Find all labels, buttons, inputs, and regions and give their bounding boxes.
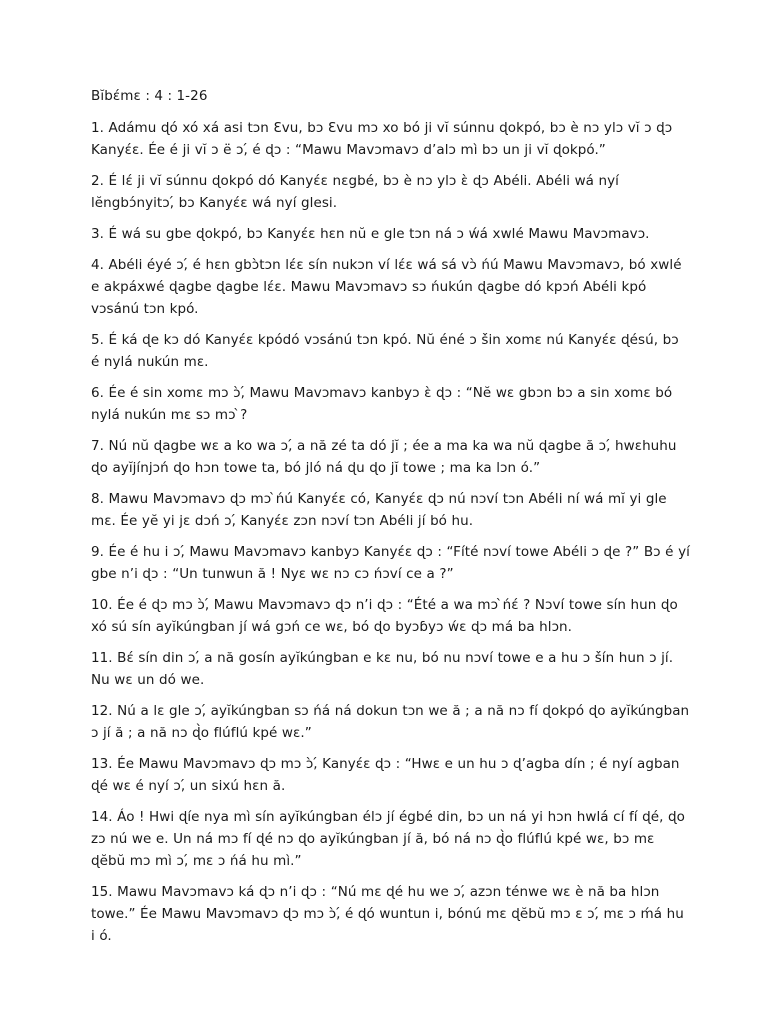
verse-14: 14. Áo ! Hwi ɖíe nya mì sín ayĭkúngban élɔ jí égbé din, bɔ un ná yi hɔn hwlá cí fí ɖé, ɖo zɔ nú we e. Un ná mɔ fí ɖé nɔ ɖo ayĭkúngban jí ă, bó ná nɔ ɖ̀o flúflú kpé wɛ, bɔ mɛ ɖĕbŭ mɔ mì ɔ,́ mɛ ɔ ńá hu mì.” [91,809,685,869]
verse-12: 12. Nú a lɛ gle ɔ,́ ayĭkúngban sɔ ńá ná dokun tɔn we ă ; a nă nɔ fí ɖokpó ɖo ayĭkúngban ɔ jí ă ; a nă nɔ ɖ̀o flúflú kpé wɛ.” [91,703,690,741]
verse-5: 5. É ká ɖe kɔ dó Kanyɛ́ɛ kpódó vɔsánú tɔn kpó. Nŭ éné ɔ ś̀in xomɛ nú Kanyɛ́ɛ ɖésú, bɔ é nylá nukún mɛ. [91,332,679,370]
verse-2: 2. É lɛ́ ji vĭ súnnu ɖokpó dó Kanyɛ́ɛ nɛgbé, bɔ è nɔ ylɔ ɛ̀ ɖɔ Abéli. Abéli wá nyí lĕngbɔ́nyitɔ,́ bɔ Kanyɛ́ɛ wá nyí glesi. [91,173,619,211]
verse-10: 10. Ée é ɖɔ mɔ ɔ̀,́ Mawu Mavɔmavɔ ɖɔ n’i ɖɔ : “Été a wa mɔ ̀ńɛ́ ? Nɔví towe sín hun ɖo xó sú sín ayĭkúngban jí wá gɔń ce wɛ, bó ɖo byɔɓyɔ ẃɛ ɖɔ má ba hlɔn. [91,597,678,635]
verse-7: 7. Nú nŭ ɖagbe wɛ a ko wa ɔ,́ a nă zé ta dó jĭ ; ée a ma ka wa nŭ ɖagbe ă ɔ,́ hwɛhuhu ɖo ayĭjínjɔń ɖo hɔn towe ta, bó jló ná ɖu ɖo jĭ towe ; ma ka lɔn ó.” [91,438,677,476]
verse-15: 15. Mawu Mavɔmavɔ ká ɖɔ n’i ɖɔ : “Nú mɛ ɖé hu we ɔ,́ azɔn ténwe wɛ è nă ba hlɔn towe.” Ée Mawu Mavɔmavɔ ɖɔ mɔ ɔ̀,́ é ɖó wuntun i, bónú mɛ ɖĕbŭ mɔ ɛ ɔ,́ mɛ ɔ ḿá hu i ó. [91,884,684,944]
verse-13: 13. Ée Mawu Mavɔmavɔ ɖɔ mɔ ɔ̀,́ Kanyɛ́ɛ ɖɔ : “Hwɛ e un hu ɔ ɖ’agba dín ; é nyí agban ɖé wɛ é nyí ɔ,́ un sixú hɛn ă. [91,756,680,794]
chapter-heading: Bĭbɛ́mɛ : 4 : 1-26 [91,88,208,104]
verse-1: 1. Adámu ɖó xó xá asi tɔn Ɛvu, bɔ Ɛvu mɔ xo bó ji vĭ súnnu ɖokpó, bɔ è nɔ ylɔ vĭ ɔ ɖɔ Kanyɛ́ɛ. Ée é ji vĭ ɔ ё ɔ,́ é ɖɔ : “Mawu Mavɔmavɔ d’alɔ mì bɔ un ji vĭ ɖokpó.” [91,120,673,158]
verse-6: 6. Ée é sin xomɛ mɔ ɔ̀,́ Mawu Mavɔmavɔ kanbyɔ ɛ̀ ɖɔ : “Nĕ wɛ gbɔn bɔ a sin xomɛ bó nylá nukún mɛ sɔ mɔ ̀? [91,385,673,423]
verse-4: 4. Abéli éyé ɔ,́ é hɛn gbɔ̀tɔn lɛ́ɛ sín nukɔn ví lɛ́ɛ wá sá vɔ̀ ńú Mawu Mavɔmavɔ, bó xwlé e akpáxwé ɖagbe ɖagbe lɛ́ɛ. Mawu Mavɔmavɔ sɔ ńukún ɖagbe dó kpɔń Abéli kpó vɔsánú tɔn kpó. [91,257,682,317]
verse-8: 8. Mawu Mavɔmavɔ ɖɔ mɔ ̀ńú Kanyɛ́ɛ có, Kanyɛ́ɛ ɖɔ nú nɔví tɔn Abéli ní wá mĭ yi gle mɛ. Ée yĕ yi jɛ dɔń ɔ,́ Kanyɛ́ɛ zɔn nɔví tɔn Abéli jí bó hu. [91,491,667,529]
verse-11: 11. Bɛ́ sín din ɔ,́ a nă gosín ayĭkúngban e kɛ nu, bó nu nɔví towe e a hu ɔ ś̀ín hun ɔ jí. Nu wɛ un dó we. [91,650,674,688]
verse-9: 9. Ée é hu i ɔ,́ Mawu Mavɔmavɔ kanbyɔ Kanyɛ́ɛ ɖɔ : “Fíté nɔví towe Abéli ɔ ɖe ?” Bɔ é yí gbe n’i ɖɔ : “Un tunwun ă ! Nyɛ wɛ nɔ cɔ ńɔví ce a ?” [91,544,690,582]
document-page [91,86,691,956]
verse-3: 3. É wá su gbe ɖokpó, bɔ Kanyɛ́ɛ hɛn nŭ e gle tɔn ná ɔ ẃá xwlé Mawu Mavɔmavɔ. [91,226,650,242]
